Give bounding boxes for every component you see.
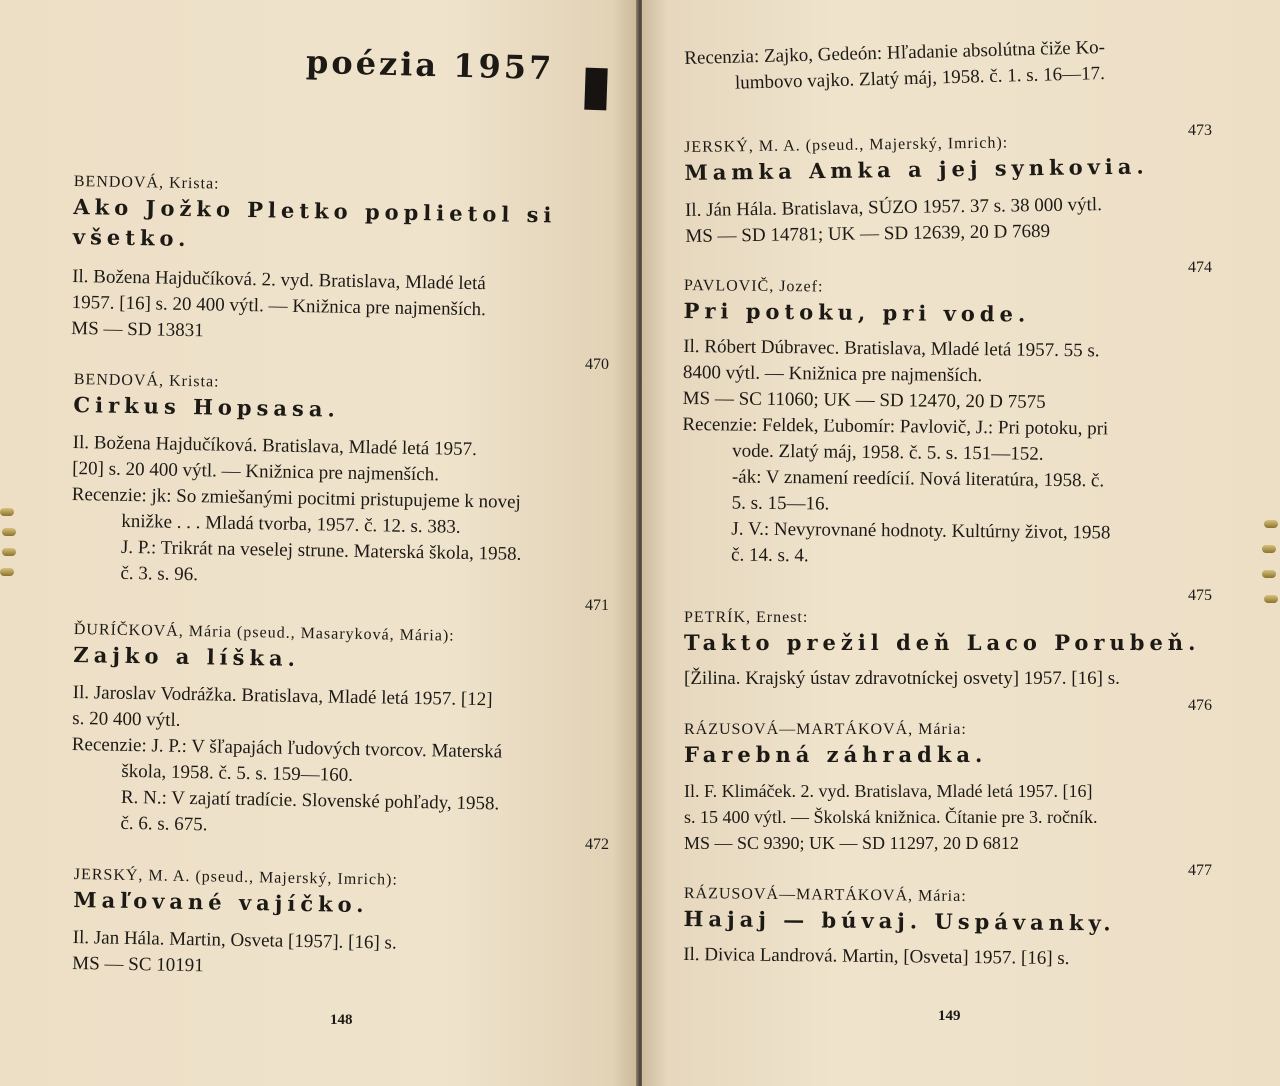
entry-number: 470 — [585, 356, 609, 373]
entry-line: Recenzie: jk: So zmiešanými pocitmi pristupujeme k novej — [71, 483, 521, 513]
entry-line: [20] s. 20 400 výtl. — Knižnica pre najmenších. — [72, 457, 440, 486]
entry-line: [Žilina. Krajský ústav zdravotníckej osvety] 1957. [16] s. — [684, 668, 1120, 689]
entry-title: Farebná záhradka. — [684, 742, 988, 767]
entry-line: Il. F. Klimáček. 2. vyd. Bratislava, Mladé letá 1957. [16] — [684, 781, 1093, 801]
entry-line: Il. Ján Hála. Bratislava, SÚZO 1957. 37 s. 38 000 výtl. — [684, 194, 1103, 221]
entry-number: 477 — [1188, 862, 1212, 879]
entry-line: vode. Zlatý máj, 1958. č. 5. s. 151—152. — [732, 440, 1044, 465]
entry-title: Maľované vajíčko. — [73, 886, 369, 918]
entry-line: Recenzie: Feldek, Ľubomír: Pavlovič, J.: Pri potoku, pri — [682, 413, 1109, 440]
binder-ring — [1262, 570, 1276, 578]
entry-author: BENDOVÁ, Krista: — [73, 172, 220, 193]
entry-number: 474 — [1188, 259, 1212, 276]
left-page — [0, 0, 638, 1086]
entry-durickova-zajko — [70, 620, 619, 845]
entry-title: Zajko a líška. — [73, 641, 301, 671]
entry-bendova-cirkus — [70, 370, 619, 595]
entry-line: Il. Jaroslav Vodrážka. Bratislava, Mladé letá 1957. [12] — [72, 681, 493, 711]
entry-line: J. V.: Nevyrovnané hodnoty. Kultúrny život, 1958 — [731, 518, 1111, 544]
entry-number: 476 — [1188, 697, 1212, 714]
entry-line: knižke . . . Mladá tvorba, 1957. č. 12. s. 383. — [121, 510, 461, 538]
entry-line: MS — SD 13831 — [71, 317, 204, 342]
entry-author: PETRÍK, Ernest: — [684, 609, 809, 626]
entry-line: 5. s. 15—16. — [731, 492, 830, 515]
entry-title-cont: všetko. — [72, 223, 191, 252]
entry-line: Il. Divica Landrová. Martin, [Osveta] 1957. [16] s. — [683, 943, 1070, 970]
entry-line: MS — SC 9390; UK — SD 11297, 20 D 6812 — [684, 833, 1019, 853]
binder-ring — [0, 508, 14, 516]
section-title: poézia 1957 — [305, 42, 555, 88]
binder-ring — [0, 568, 14, 576]
entry-author: JERSKÝ, M. A. (pseud., Majerský, Imrich): — [73, 865, 399, 889]
review-continuation — [684, 31, 1245, 98]
entry-line: Il. Jan Hála. Martin, Osveta [1957]. [16] s. — [72, 926, 397, 954]
page-number-right: 149 — [938, 1008, 961, 1024]
page-number-left: 148 — [330, 1012, 353, 1028]
entry-line: Recenzie: J. P.: V šľapajách ľudových tvorcov. Materská — [71, 733, 503, 763]
entry-pavlovic-pri-potoku — [681, 276, 1244, 574]
entry-line: Il. Róbert Dúbravec. Bratislava, Mladé letá 1957. 55 s. — [683, 335, 1100, 362]
entry-title: Mamka Amka a jej synkovia. — [684, 153, 1149, 185]
entry-number: 472 — [585, 836, 609, 853]
entry-number: 471 — [585, 597, 609, 614]
entry-line: s. 15 400 výtl. — Školská knižnica. Čítanie pre 3. ročník. — [684, 807, 1098, 827]
entry-author: RÁZUSOVÁ—MARTÁKOVÁ, Mária: — [684, 721, 967, 738]
entry-author: JERSKÝ, M. A. (pseud., Majerský, Imrich): — [684, 134, 1009, 156]
binder-ring — [1264, 595, 1278, 603]
entry-title: Ako Jožko Pletko poplietol si — [73, 193, 557, 228]
entry-line: 8400 výtl. — Knižnica pre najmenších. — [682, 361, 983, 387]
entry-line: Il. Božena Hajdučíková. Bratislava, Mladé letá 1957. — [72, 431, 478, 461]
entry-number: 475 — [1188, 587, 1212, 604]
entry-line: lumbovo vajko. Zlatý máj, 1958. č. 1. s. 16—17. — [734, 62, 1106, 94]
entry-title: Pri potoku, pri vode. — [683, 297, 1031, 327]
entry-jersky-malovane — [72, 865, 619, 986]
entry-line: Il. Božena Hajdučíková. 2. vyd. Bratislava, Mladé letá — [71, 265, 486, 295]
entry-line: Recenzia: Zajko, Gedeón: Hľadanie absolútna čiže Ko- — [684, 36, 1106, 69]
entry-title: Cirkus Hopsasa. — [73, 391, 340, 422]
entry-line: 1957. [16] s. 20 400 výtl. — Knižnica pre najmenších. — [71, 291, 487, 321]
entry-petrik-takto — [684, 608, 1244, 692]
entry-line: č. 6. s. 675. — [120, 812, 208, 836]
entry-line: s. 20 400 výtl. — [72, 707, 181, 731]
entry-jersky-mamka — [684, 130, 1246, 250]
entry-line: č. 14. s. 4. — [730, 544, 809, 567]
entry-line: č. 3. s. 96. — [120, 562, 199, 586]
entry-author: ĎURÍČKOVÁ, Mária (pseud., Masaryková, Mária): — [73, 620, 455, 645]
binder-ring — [2, 528, 16, 536]
right-page — [642, 0, 1280, 1086]
entry-razusova-farebna — [684, 720, 1244, 856]
entry-title: Takto prežil deň Laco Porubeň. — [684, 630, 1201, 655]
entry-line: R. N.: V zajatí tradície. Slovenské pohľady, 1958. — [120, 786, 500, 815]
entry-bendova-ako-jozko — [71, 172, 614, 351]
binder-ring — [1262, 545, 1276, 553]
entry-line: J. P.: Trikrát na veselej strune. Materská škola, 1958. — [120, 536, 522, 565]
entry-line: MS — SC 11060; UK — SD 12470, 20 D 7575 — [682, 387, 1046, 413]
entry-line: MS — SD 14781; UK — SD 12639, 20 D 7689 — [685, 220, 1051, 247]
entry-razusova-hajaj — [683, 884, 1244, 974]
binder-ring — [1264, 520, 1278, 528]
thumb-index-mark — [584, 68, 607, 111]
entry-author: RÁZUSOVÁ—MARTÁKOVÁ, Mária: — [683, 884, 967, 905]
entry-title: Hajaj — búvaj. Uspávanky. — [683, 905, 1116, 936]
entry-author: BENDOVÁ, Krista: — [73, 370, 220, 391]
entry-line: škola, 1958. č. 5. s. 159—160. — [121, 760, 354, 786]
entry-number: 473 — [1188, 122, 1212, 139]
binder-ring — [2, 548, 16, 556]
entry-author: PAVLOVIČ, Jozef: — [683, 276, 824, 296]
entry-line: MS — SC 10191 — [72, 952, 204, 977]
entry-line: -ák: V znamení reedícií. Nová literatúra, 1958. č. — [731, 466, 1105, 492]
